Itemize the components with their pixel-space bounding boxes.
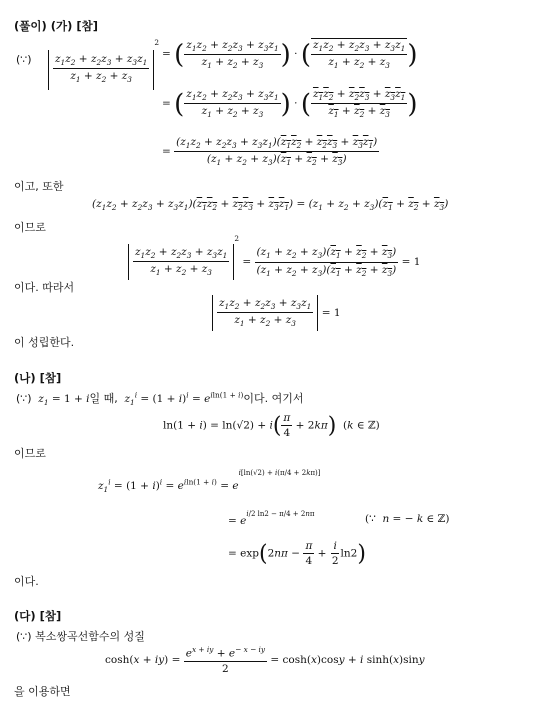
eq5-rhs: = 1 <box>401 256 421 268</box>
part-c-heading: (다) [참] <box>14 609 62 623</box>
part-c-denominator: 2 <box>222 662 229 675</box>
equation-6: $\frac{z_1z_2 + z_2z_3 + z_3z_1}{z_1 + z_2 + z_3}$ = 1 <box>212 295 341 331</box>
because-symbol-a: (∵) <box>16 53 32 66</box>
equation-1 <box>48 38 159 90</box>
text-end-b: 이다. <box>14 575 39 588</box>
abs-bars: $\frac{z_1z_2 + z_2z_3 + z_3z_1}{z_1 + z_2 + z_3}$ <box>48 50 154 90</box>
part-b-line4: = $e^{i/2 ln2 - \pi/4 + 2n\pi}$ <box>228 510 315 527</box>
text-end-c: 을 이용하면 <box>14 685 71 698</box>
part-c-line1: (∵) 복소쌍곡선함수의 성질 <box>16 630 145 643</box>
eq6-rhs: = 1 <box>321 307 341 319</box>
text-also: 이고, 또한 <box>14 180 64 193</box>
text-therefore: 이다. 따라서 <box>14 281 75 294</box>
part-b-line2: ln(1 + i) = ln(√2) + i( $\frac{\pi}{4}$ + 2kπ) (k ∈ ℤ) <box>163 412 380 439</box>
part-b-line5: = exp(2nπ − $\frac{\pi}{4}$ + $\frac{i}{2}$ ln2) <box>228 540 366 567</box>
text-so-b: 이므로 <box>14 447 46 460</box>
equation-2: = ( $\frac{z_1z_2 + z_2z_3 + z_3z_1}{z_1 + z_2 + z_3}$ ) · ( $\frac{z_1z_2 + z_2z_3 + z_3z_1}{z_1 + z_2 + z_3}$ ) <box>162 88 418 120</box>
text-so-a: 이므로 <box>14 221 46 234</box>
equation-5: $\frac{z_1z_2 + z_2z_3 + z_3z_1}{z_1 + z_2 + z_3}$ $^2$ = $\frac{(z_1 + z_2 + z_3)(z_1 + z_2 + z_3)}{(z_1 + z_2 + z_3)(z_1 + z_2 + z_3)}$ = 1 <box>128 234 420 280</box>
part-b-line4-note: (∵ n = − k ∈ ℤ) <box>365 513 450 525</box>
equation-4: $(z_1z_2 + z_2z_3 + z_3z_1)(z_1z_2 + z_2z_3 + z_3z_1) = (z_1 + z_2 + z_3)(z_1 + z_2 + z_3)$ <box>92 198 449 213</box>
part-b-heading: (나) [참] <box>14 371 62 385</box>
equation-1-rhs: = ( $\frac{z_1z_2 + z_2z_3 + z_3z_1}{z_1 + z_2 + z_3}$ ) · ( $\frac{z_1z_2 + z_2z_3 + z_3z_1}{z_1 + z_2 + z_3}$ ) <box>162 38 418 71</box>
part-c-line2: cosh(x + iy) = $\frac{e^{x + iy} + e^{- x - iy}}{2}$ = cosh(x)cosy + i sinh(x)siny <box>105 645 425 675</box>
exponent: 2 <box>154 38 160 47</box>
part-b-line1: (∵) $z_1 = 1 + i$일 때, $z_1^i = (1 + i)^i = e^{iln(1 + i)}$이다. 여기서 <box>16 390 304 408</box>
equation-3: = $\frac{(z_1z_2 + z_2z_3 + z_3z_1)(z_1z_2 + z_2z_3 + z_3z_1)}{(z_1 + z_2 + z_3)(z_1 + z_2 + z_3)}$ <box>162 136 378 168</box>
text-holds: 이 성립한다. <box>14 336 75 349</box>
part-b-line3: $z_1^i = (1 + i)^i = e^{iln(1 + i)} = e^{i[ln(√2) + i(\pi/4 + 2k\pi)]}$ <box>98 469 321 495</box>
part-a-heading: (풀이) (가) [참] <box>14 19 98 33</box>
